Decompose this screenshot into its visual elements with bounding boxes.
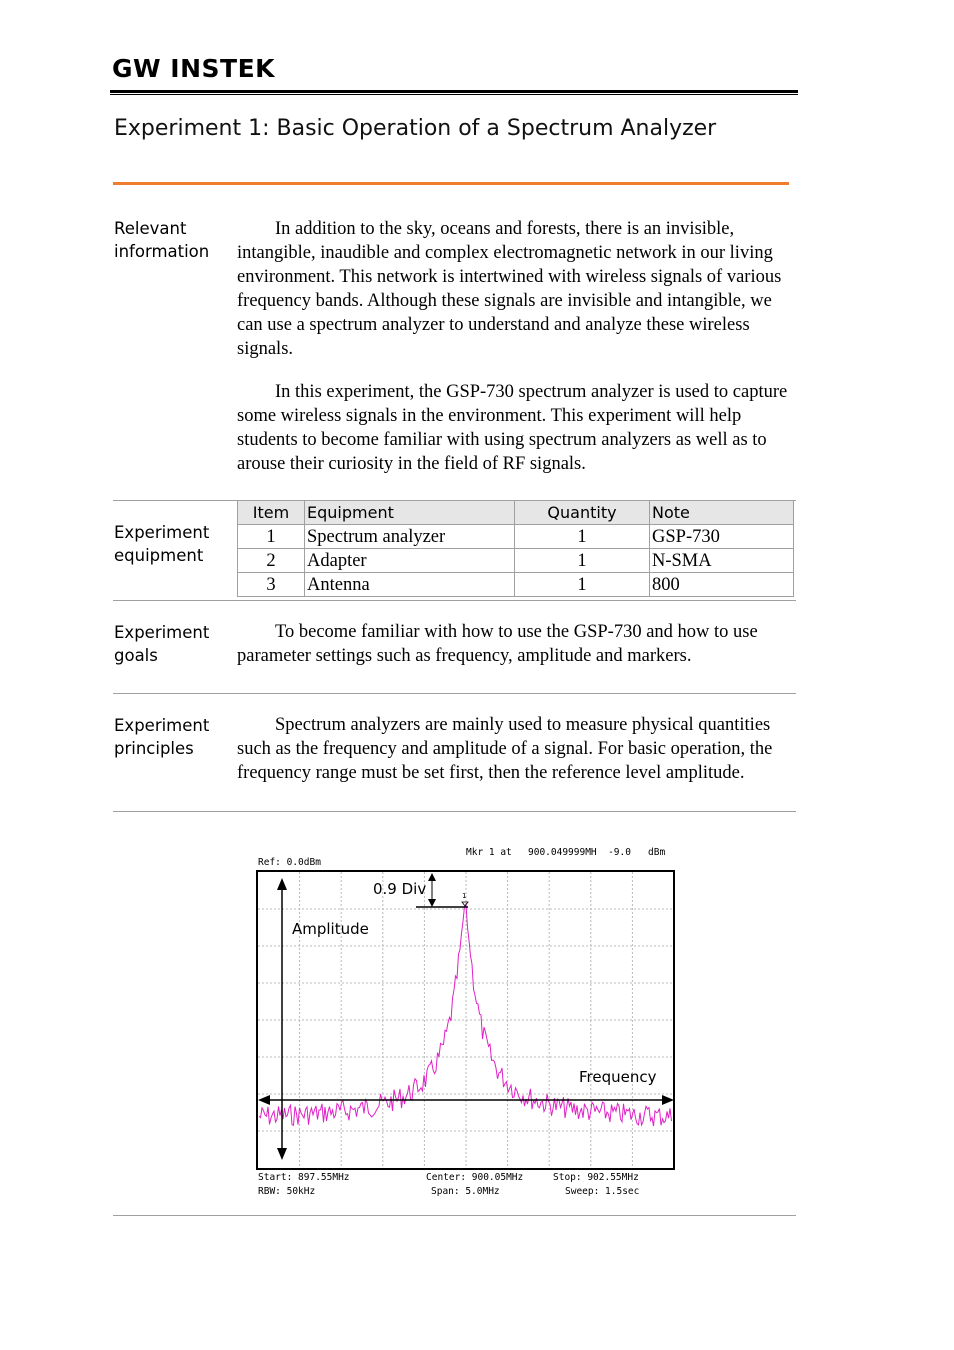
relevant-info-body [237, 217, 792, 476]
marker-readout: 900.049999MH -9.0 [528, 847, 631, 858]
cell-equipment: Spectrum analyzer [305, 525, 515, 549]
cell-note: 800 [650, 573, 794, 597]
principles-label: Experiment principles [114, 716, 210, 758]
cell-equipment: Adapter [305, 549, 515, 573]
header-equipment: Equipment [305, 501, 515, 525]
section-divider [113, 693, 796, 694]
table-row [238, 549, 794, 573]
frequency-annotation: Frequency [579, 1068, 657, 1086]
span-readout: Span: 5.0MHz [431, 1186, 500, 1197]
equipment-table [237, 500, 794, 597]
principles-text: Spectrum analyzers are mainly used to measure physical quantities such as the frequency and amplitude of a signal. For basic operation, the frequency range must be set first, then the reference level amplitude. [237, 715, 773, 783]
header-item: Item [238, 501, 305, 525]
table-row [238, 525, 794, 549]
table-row [238, 573, 794, 597]
amplitude-annotation: Amplitude [292, 920, 369, 938]
section-divider [113, 1215, 796, 1216]
cell-quantity: 1 [515, 549, 650, 573]
div-annotation: 0.9 Div [373, 880, 427, 898]
center-freq-readout: Center: 900.05MHz [426, 1172, 524, 1183]
stop-freq-readout: Stop: 902.55MHz [553, 1172, 639, 1183]
sweep-readout: Sweep: 1.5sec [565, 1186, 640, 1197]
relevant-info-label: Relevant information [114, 219, 210, 261]
cell-note: GSP-730 [650, 525, 794, 549]
header-quantity: Quantity [515, 501, 650, 525]
cell-item: 3 [238, 573, 305, 597]
rbw-readout: RBW: 50kHz [258, 1186, 316, 1197]
marker-label: Mkr 1 at [466, 847, 512, 858]
relevant-para-2: In this experiment, the GSP-730 spectrum analyzer is used to capture some wireless signals in the environment. This experiment will help students to become familiar with using spectrum analyzers as well as to arouse their curiosity in the field of RF signals. [237, 382, 788, 474]
section-divider [113, 811, 796, 812]
cell-note: N-SMA [650, 549, 794, 573]
cell-item: 1 [238, 525, 305, 549]
title-underline [113, 182, 789, 185]
gw-instek-logo: GW INSTEK [112, 54, 276, 83]
ref-level-readout: Ref: 0.0dBm [258, 857, 321, 868]
section-divider [113, 600, 796, 601]
cell-quantity: 1 [515, 525, 650, 549]
cell-equipment: Antenna [305, 573, 515, 597]
equipment-label: Experiment equipment [114, 523, 210, 565]
cell-item: 2 [238, 549, 305, 573]
marker-number: 1 [462, 892, 467, 900]
table-header-row [238, 501, 794, 525]
goals-label: Experiment goals [114, 623, 210, 665]
header-rule-thick [110, 90, 798, 93]
page-title: Experiment 1: Basic Operation of a Spectrum Analyzer [114, 116, 717, 141]
relevant-para-1: In addition to the sky, oceans and forests, there is an invisible, intangible, inaudible and complex electromagnetic network in our living environment. This network is intertwined with wireless signals of various frequency bands. Although these signals are invisible and intangible, we can use a spectrum analyzer to understand and analyze these wireless signals. [237, 219, 782, 359]
marker-unit: dBm [648, 847, 666, 858]
cell-quantity: 1 [515, 573, 650, 597]
header-note: Note [650, 501, 794, 525]
start-freq-readout: Start: 897.55MHz [258, 1172, 350, 1183]
spectrum-screen [256, 870, 676, 1172]
header-rule-thin [110, 94, 798, 95]
goals-text: To become familiar with how to use the GSP-730 and how to use parameter settings such as frequency, amplitude and markers. [237, 622, 758, 666]
